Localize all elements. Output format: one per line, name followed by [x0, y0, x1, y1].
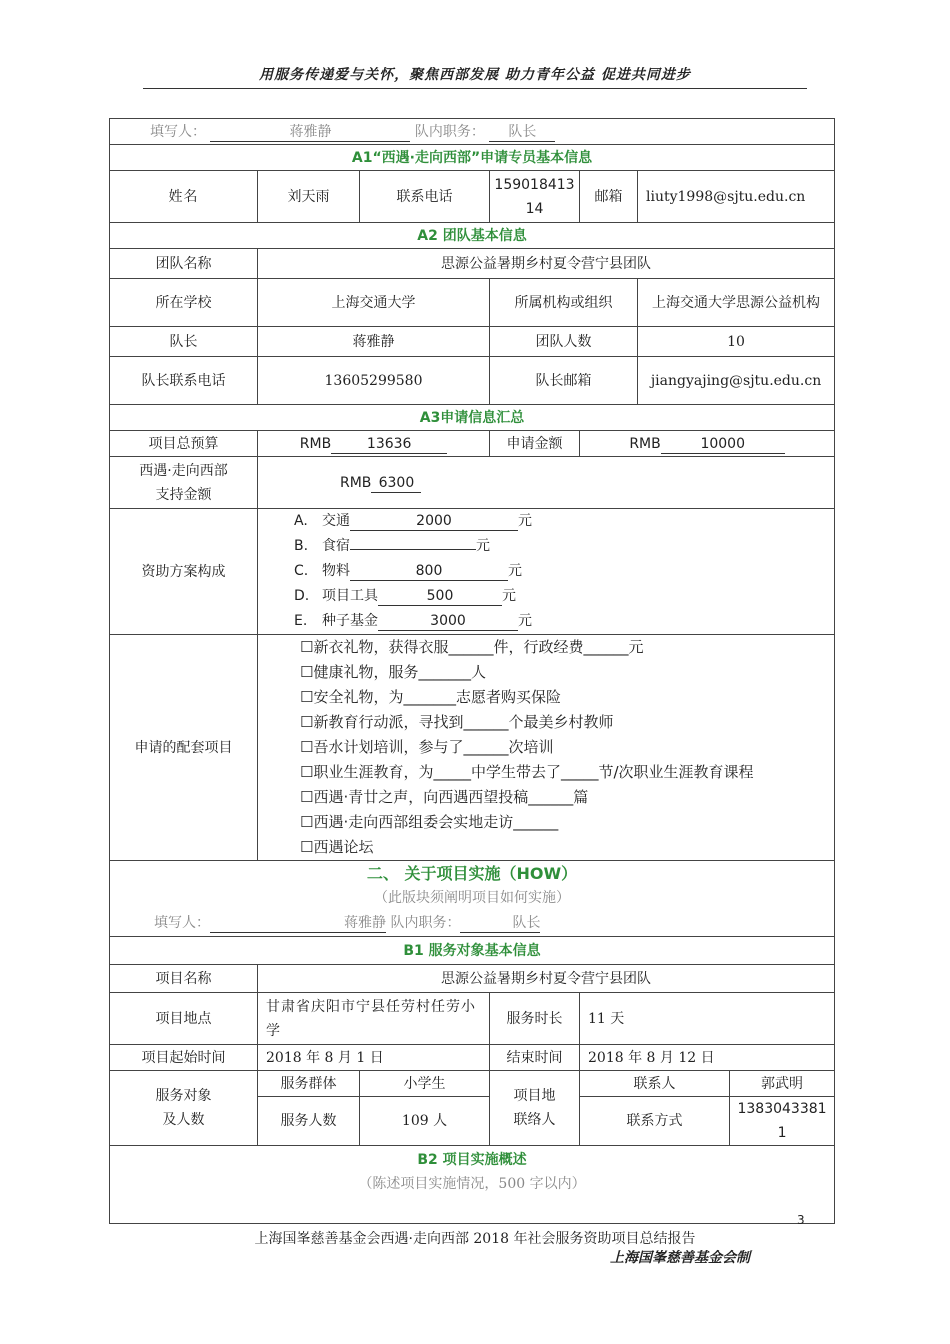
a2-org-value: 上海交通大学思源公益机构: [638, 279, 835, 327]
a3-items-list: [258, 635, 835, 861]
a1-email-label: 邮箱: [580, 171, 638, 223]
support-item-checkbox[interactable]: ☐安全礼物，为_______志愿者购买保险: [300, 688, 561, 706]
a3-support-label: [110, 457, 258, 509]
plan-item: D. 项目工具 500 元: [294, 588, 516, 604]
a2-leader-value: 蒋雅静: [258, 327, 490, 357]
a3-budget-prefix: RMB: [299, 435, 332, 452]
footer-organization: 上海国峯慈善基金会制: [610, 1250, 750, 1266]
b1-count-value: 109 人: [360, 1097, 490, 1146]
a3-budget-value: 13636: [331, 435, 447, 454]
plan-item: E. 种子基金 3000 元: [294, 613, 532, 629]
a2-size-value: 10: [638, 327, 835, 357]
support-item-checkbox[interactable]: ☐吾水计划培训，参与了______次培训: [300, 738, 554, 756]
section-b2-hint: （陈述项目实施情况，500 字以内）: [358, 1176, 586, 1192]
b1-contact-label: 联系人: [580, 1071, 730, 1097]
application-form-table: [109, 118, 835, 1224]
section-b1-title: B1 服务对象基本信息: [110, 937, 835, 965]
filler-name: 蒋雅静: [210, 123, 410, 142]
support-item-checkbox[interactable]: ☐西遇·青廿之声，向西遇西望投稿______篇: [300, 788, 589, 806]
b1-project-label: 项目名称: [110, 965, 258, 993]
a2-team-name-value: 思源公益暑期乡村夏令营宁县团队: [258, 249, 835, 279]
b1-start-label: 项目起始时间: [110, 1045, 258, 1071]
part2-header: [110, 861, 835, 937]
b1-contact-way-label: 联系方式: [580, 1097, 730, 1146]
a3-plan-label: 资助方案构成: [110, 509, 258, 635]
part2-title: 二、 关于项目实施（HOW）: [366, 864, 578, 883]
page-number: 3: [797, 1213, 805, 1227]
a3-support-label-2: 支持金额: [155, 486, 212, 503]
filler-row: [110, 119, 835, 145]
a3-support-value: 6300: [371, 474, 421, 493]
page-header-slogan: 用服务传递爱与关怀，聚焦西部发展 助力青年公益 促进共同进步: [259, 67, 691, 83]
a3-support-cell: [258, 457, 835, 509]
a3-items-label: 申请的配套项目: [110, 635, 258, 861]
a1-phone-label: 联系电话: [360, 171, 490, 223]
support-item-checkbox[interactable]: ☐新衣礼物，获得衣服______件，行政经费______元: [300, 638, 644, 656]
a2-leader-email-value: jiangyajing@sjtu.edu.cn: [638, 357, 835, 405]
a2-leader-phone-label: 队长联系电话: [110, 357, 258, 405]
b1-contact-way-value: 13830433811: [730, 1097, 835, 1146]
support-item-checkbox[interactable]: ☐西遇·走向西部组委会实地走访______: [300, 813, 559, 831]
support-item-checkbox[interactable]: ☐西遇论坛: [300, 838, 374, 856]
section-a3-title: A3申请信息汇总: [110, 405, 835, 431]
section-a2-title: A2 团队基本信息: [110, 223, 835, 249]
plan-item: A. 交通 2000 元: [294, 513, 532, 529]
a3-budget-label: 项目总预算: [110, 431, 258, 457]
b1-end-value: 2018 年 8 月 12 日: [580, 1045, 835, 1071]
a2-leader-phone-value: 13605299580: [258, 357, 490, 405]
a2-school-label: 所在学校: [110, 279, 258, 327]
b1-location-value: 甘肃省庆阳市宁县任劳村任劳小学: [258, 993, 490, 1045]
plan-item: B. 食宿 元: [294, 538, 490, 554]
b1-start-value: 2018 年 8 月 1 日: [258, 1045, 490, 1071]
plan-item: C. 物料 800 元: [294, 563, 522, 579]
a1-email-value: liuty1998@sjtu.edu.cn: [638, 171, 835, 223]
a2-team-name-label: 团队名称: [110, 249, 258, 279]
part2-filler-row: 填写人： 蒋雅静 队内职务： 队长: [154, 915, 541, 931]
a1-name-value: 刘天雨: [258, 171, 360, 223]
role-label: 队内职务：: [414, 123, 485, 140]
footer-report-title: 上海国峯慈善基金会西遇·走向西部 2018 年社会服务资助项目总结报告: [254, 1231, 696, 1247]
a2-leader-email-label: 队长邮箱: [490, 357, 638, 405]
b1-contact-value: 郭武明: [730, 1071, 835, 1097]
b1-location-label: 项目地点: [110, 993, 258, 1045]
b1-local-label: 项目地 联络人: [490, 1071, 580, 1146]
section-a1-title: A1“西遇·走向西部”申请专员基本信息: [110, 145, 835, 171]
section-b2-title: B2 项目实施概述: [417, 1152, 527, 1168]
a2-school-value: 上海交通大学: [258, 279, 490, 327]
b1-target-label: 服务对象 及人数: [110, 1071, 258, 1146]
a3-plan-list: [258, 509, 835, 635]
a3-support-prefix: RMB: [340, 474, 372, 491]
b1-end-label: 结束时间: [490, 1045, 580, 1071]
a2-org-label: 所属机构或组织: [490, 279, 638, 327]
a3-apply-prefix: RMB: [629, 435, 661, 452]
a3-budget-cell: [258, 431, 490, 457]
a2-size-label: 团队人数: [490, 327, 638, 357]
b1-count-label: 服务人数: [258, 1097, 360, 1146]
support-item-checkbox[interactable]: ☐职业生涯教育，为_____中学生带去了_____节/次职业生涯教育课程: [300, 763, 754, 781]
b1-group-value: 小学生: [360, 1071, 490, 1097]
a3-support-label-1: 西遇·走向西部: [139, 462, 228, 479]
support-item-checkbox[interactable]: ☐新教育行动派，寻找到______个最美乡村教师: [300, 713, 614, 731]
a2-leader-label: 队长: [110, 327, 258, 357]
section-b2: [110, 1146, 835, 1224]
part2-subtitle: （此版块须阐明项目如何实施）: [374, 890, 571, 906]
b1-project-value: 思源公益暑期乡村夏令营宁县团队: [258, 965, 835, 993]
header-divider: [143, 88, 807, 89]
a3-apply-label: 申请金额: [490, 431, 580, 457]
a3-apply-value: 10000: [661, 435, 785, 454]
support-item-checkbox[interactable]: ☐健康礼物，服务_______人: [300, 663, 486, 681]
b1-group-label: 服务群体: [258, 1071, 360, 1097]
b1-duration-value: 11 天: [580, 993, 835, 1045]
role-value: 队长: [489, 123, 555, 142]
a1-name-label: 姓名: [110, 171, 258, 223]
a3-apply-cell: [580, 431, 835, 457]
a1-phone-value: 15901841314: [490, 171, 580, 223]
b1-duration-label: 服务时长: [490, 993, 580, 1045]
filler-label: 填写人：: [150, 123, 206, 140]
